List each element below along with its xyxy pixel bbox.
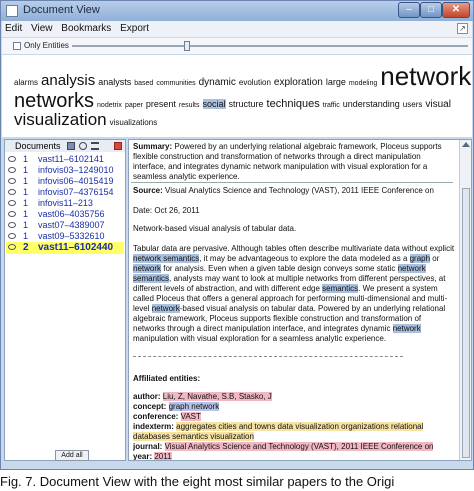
tag-alarms[interactable]: alarms (14, 78, 39, 87)
concept-entity (133, 402, 455, 412)
menu-view[interactable]: View (31, 23, 53, 34)
tag-visual[interactable]: visual (425, 99, 451, 110)
scroll-up-icon[interactable] (462, 142, 470, 147)
restore-icon[interactable]: ↗ (457, 23, 468, 34)
document-name: vast07–4389007 (38, 220, 105, 230)
journal-entity (133, 442, 455, 452)
eye-icon[interactable] (8, 222, 16, 228)
sort-icon[interactable] (67, 142, 75, 150)
tag-dynamic[interactable]: dynamic (198, 77, 236, 88)
document-count: 1 (23, 176, 29, 186)
document-count: 2 (23, 242, 29, 253)
tag-understanding[interactable]: understanding (342, 99, 400, 109)
tag-modeling[interactable]: modeling (348, 80, 378, 87)
source-label: Source: (133, 186, 163, 195)
tag-paper[interactable]: paper (124, 102, 143, 109)
list-icon[interactable] (91, 142, 99, 150)
tag-cloud-line-1 (14, 61, 474, 92)
document-count: 1 (23, 187, 29, 197)
only-entities-checkbox[interactable] (13, 42, 21, 50)
tag-communities[interactable]: communities (156, 80, 196, 87)
year-label: year: (133, 452, 153, 461)
concept-label: concept: (133, 402, 167, 411)
eye-icon[interactable] (8, 167, 16, 173)
eye-icon[interactable] (79, 142, 87, 150)
eye-icon[interactable] (8, 189, 16, 195)
summary-text: Powered by an underlying relational algebraic framework, Ploceus supports flexible construction and transformation of networks through a direct manipulation interface, and integrates dynamic network manipulation with visual exploration for a seamless analytic experience. (133, 142, 442, 181)
tag-results[interactable]: results (178, 102, 200, 109)
source-text: Visual Analytics Science and Technology (VAST), 2011 IEEE Conference on (165, 186, 434, 195)
tag-present[interactable]: present (145, 99, 176, 109)
close-button[interactable]: ✕ (442, 2, 470, 18)
document-item[interactable] (6, 231, 124, 242)
document-item[interactable] (6, 198, 124, 209)
eye-icon[interactable] (8, 200, 16, 206)
document-name: vast09–5332610 (38, 231, 105, 241)
conference-value[interactable]: VAST (180, 412, 201, 421)
divider (131, 182, 453, 183)
paper-title: Network-based visual analysis of tabular data. (133, 224, 297, 233)
document-count: 1 (23, 165, 29, 175)
concept-value[interactable]: graph network (168, 402, 220, 411)
tag-techniques[interactable]: techniques (266, 98, 320, 110)
scrollbar-thumb[interactable] (462, 188, 470, 458)
year-entity (133, 452, 455, 461)
eye-icon[interactable] (8, 156, 16, 162)
document-item[interactable] (6, 242, 124, 254)
summary-label: Summary: (133, 142, 173, 151)
document-item[interactable] (6, 154, 124, 165)
document-item[interactable] (6, 187, 124, 198)
indexterm-label: indexterm: (133, 422, 174, 431)
document-count: 1 (23, 209, 29, 219)
document-name: infovis07–4376154 (38, 187, 114, 197)
conference-label: conference: (133, 412, 179, 421)
document-detail-panel (128, 139, 472, 461)
document-count: 1 (23, 220, 29, 230)
tag-traffic[interactable]: traffic (322, 102, 340, 109)
eye-icon[interactable] (8, 244, 16, 250)
conference-entity (133, 412, 455, 422)
indexterm-entity (133, 422, 455, 442)
summary-section (133, 142, 455, 182)
author-label: author: (133, 392, 161, 401)
figure-caption: Fig. 7. Document View with the eight most similar papers to the Origi (0, 474, 395, 489)
filter-slider-thumb[interactable] (184, 41, 190, 51)
affiliated-entities-heading: Affiliated entities: (133, 374, 201, 383)
eye-icon[interactable] (8, 211, 16, 217)
documents-label: Documents (15, 141, 61, 151)
year-value[interactable]: 2011 (154, 452, 172, 461)
author-value[interactable]: Liu, Z, Navathe, S.B, Stasko, J (162, 392, 272, 401)
tag-visualizations[interactable]: visualizations (109, 118, 158, 127)
tag-evolution[interactable]: evolution (238, 78, 271, 87)
document-count: 1 (23, 154, 29, 164)
document-name: infovis06–4015419 (38, 176, 114, 186)
close-list-icon[interactable] (114, 142, 122, 150)
documents-list (6, 154, 124, 254)
journal-label: journal: (133, 442, 163, 451)
documents-header (5, 140, 125, 152)
menu-bookmarks[interactable]: Bookmarks (61, 23, 112, 34)
title-bar[interactable] (1, 1, 473, 21)
tag-visualization[interactable]: visualization (14, 110, 107, 129)
eye-icon[interactable] (8, 178, 16, 184)
document-name: infovis11–213 (38, 198, 93, 208)
menu-bar (2, 21, 472, 38)
document-name: infovis03–1249010 (38, 165, 114, 175)
tag-network[interactable]: network (380, 61, 472, 91)
maximize-button[interactable]: □ (420, 2, 442, 18)
indexterm-value[interactable]: aggregates cities and towns data visualization organizations relational databases semantics visualization (133, 422, 424, 441)
dashed-divider (133, 356, 403, 358)
abstract-text: Tabular data are pervasive. Although tables often describe multivariate data without explicit network semantics, it may be advantageous to explore the data modeled as a graph or network for analysis. Even when a given table design conveys some static network semantics, analysts may want to look at multiple networks from different perspectives, at different levels of abstraction, and with different edge semantics. We present a system called Ploceus that offers a general approach for performing multi-dimensional and multi-level network-based visual analysis on tabular data. Powered by an underlying relational algebraic framework, Ploceus supports flexible construction and transformation of networks through a direct manipulation interface, and integrates dynamic network manipulation with visual exploration for a seamless analytic experience. (133, 244, 455, 343)
add-all-button[interactable]: Add all (55, 450, 89, 461)
document-item[interactable] (6, 165, 124, 176)
document-count: 1 (23, 198, 29, 208)
author-entity (133, 392, 455, 402)
document-item[interactable] (6, 176, 124, 187)
tag-cloud (2, 55, 472, 137)
tag-exploration[interactable]: exploration (273, 77, 323, 88)
tag-based[interactable]: based (134, 80, 154, 87)
menu-edit[interactable]: Edit (5, 23, 23, 34)
detail-scrollbar[interactable] (459, 140, 472, 460)
window-icon (6, 5, 18, 17)
eye-icon[interactable] (8, 233, 16, 239)
minimize-button[interactable]: – (398, 2, 420, 18)
documents-panel (4, 139, 126, 461)
tag-large[interactable]: large (325, 77, 346, 87)
tag-social[interactable]: social (202, 99, 226, 109)
document-name: vast11–6102440 (38, 242, 114, 253)
menu-export[interactable]: Export (120, 23, 149, 34)
tag-analysis[interactable]: analysis (41, 72, 96, 89)
document-name: vast06–4035756 (38, 209, 105, 219)
filter-bar (2, 38, 472, 54)
source-line (133, 186, 455, 196)
tag-structure[interactable]: structure (228, 99, 264, 109)
tag-analysts[interactable]: analysts (98, 77, 132, 87)
window-title: Document View (23, 4, 100, 16)
tag-cloud-line-3 (14, 110, 160, 130)
only-entities-label: Only Entities (24, 41, 69, 50)
document-name: vast11–6102141 (38, 154, 104, 164)
tag-users[interactable]: users (402, 100, 423, 109)
document-count: 1 (23, 231, 29, 241)
document-item[interactable] (6, 220, 124, 231)
filter-slider-track[interactable] (72, 45, 468, 47)
journal-value[interactable]: Visual Analytics Science and Technology (VAST), 2011 IEEE Conference on (164, 442, 434, 451)
tag-nodetrix[interactable]: nodetrix (97, 102, 122, 109)
tag-networks[interactable]: networks (14, 90, 95, 112)
date-line: Date: Oct 26, 2011 (133, 206, 200, 215)
document-item[interactable] (6, 209, 124, 220)
